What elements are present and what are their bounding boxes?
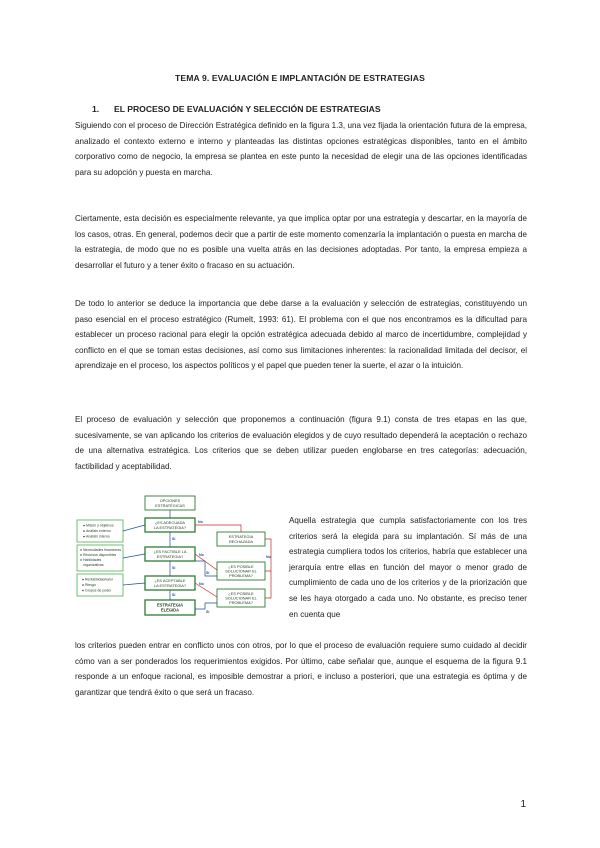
svg-text:LA ESTRATEGIA?: LA ESTRATEGIA?: [153, 583, 187, 588]
svg-text:PROBLEMA?: PROBLEMA?: [229, 600, 253, 605]
svg-text:PROBLEMA?: PROBLEMA?: [229, 573, 253, 578]
list2-item-4: organizativas: [83, 563, 104, 567]
list1-item-3: Análisis interno: [86, 534, 110, 539]
svg-text:¿ES FACTIBLE LA: ¿ES FACTIBLE LA: [153, 549, 187, 554]
section-number: 1.: [92, 104, 100, 114]
svg-text:SOLUCIONAR EL: SOLUCIONAR EL: [225, 595, 257, 601]
paragraph-6: los criterios pueden entrar en conflicto unos con otros, por lo que el proceso de evaluación requiere sumo cuidado al decidir cómo van a ser ponderados los requerimientos exigidos. Por último, cabe señalar que, aunque el esquema de la figura 9.1 responde a un enfoque racional, es imposible demostrar a priori, e incluso a posteriori, que una estrategia es óptima y de garantizar que tendrá éxito o que será un fracaso.: [75, 641, 527, 697]
label-no-4: No: [266, 555, 271, 559]
svg-text:ESTRATEGIA?: ESTRATEGIA?: [156, 554, 184, 559]
svg-text:¿ES ACEPTABLE: ¿ES ACEPTABLE: [154, 578, 186, 583]
label-si-3: Sí: [172, 593, 176, 597]
label-si-1: Sí: [172, 537, 176, 541]
label-si-5: Sí: [206, 610, 210, 614]
svg-text:¿ES POSIBLE: ¿ES POSIBLE: [228, 591, 254, 596]
svg-text:¿ES ADECUADA: ¿ES ADECUADA: [154, 520, 186, 525]
svg-text:ESTRATEGIA: ESTRATEGIA: [156, 602, 184, 608]
paragraph-1: Siguiendo con el proceso de Dirección Estratégica definido en la figura 1.3, una vez fijada la orientación futura de la empresa, analizado el contexto externo e interno y planteadas las distintas opciones estratégicas disponibles, tanto en el ámbito corporativo como de negocio, la empresa se plantea en este punto la necesidad de elegir una de las opciones identificadas para su adopción y puesta en marcha.: [75, 121, 527, 177]
paragraph-4: El proceso de evaluación y selección que proponemos a continuación (figura 9.1) consta de tres etapas en las que, sucesivamente, se van aplicando los criterios de evaluación elegidos y de cuyo resultado dependerá la aceptación o rechazo de una alternativa estratégica. Los criterios que se deben utilizar pueden englobarse en tres categorías: adecuación, factibilidad y aceptabilidad.: [75, 415, 527, 471]
list1-item-2: Análisis externo: [86, 529, 111, 533]
svg-text:ESTRATÉGICAS: ESTRATÉGICAS: [155, 503, 185, 508]
figure-9-1-evaluation-diagram: [75, 494, 275, 624]
list2-item-2: Recursos disponibles: [83, 553, 117, 557]
svg-text:¿ES POSIBLE: ¿ES POSIBLE: [228, 564, 254, 569]
page-number: 1: [520, 799, 526, 810]
label-si-4: Sí: [206, 571, 210, 575]
list2-item-3: Habilidades: [83, 558, 102, 562]
list3-item-1: Rentabilidad/valor: [85, 577, 114, 582]
list3-item-2: Riesgo: [85, 583, 96, 587]
label-no-2: No: [199, 553, 204, 557]
svg-text:ELEGIDA: ELEGIDA: [160, 607, 180, 613]
paragraph-2: Ciertamente, esta decisión es especialmente relevante, ya que implica optar por una estrategia y descartar, en la mayoría de los casos, otras. En general, podemos decir que a partir de este momento comenzaría la implantación o puesta en marcha de la estrategia, de modo que no es posible una vuelta atrás en las decisiones adoptadas. Por tanto, la empresa empieza a desarrollar el futuro y a tener éxito o fracaso en su actuación.: [75, 214, 527, 270]
section-title: EL PROCESO DE EVALUACIÓN Y SELECCIÓN DE ESTRATEGIAS: [114, 104, 381, 114]
svg-text:RECHAZADA: RECHAZADA: [229, 539, 253, 544]
evaluation-flowchart: [75, 494, 275, 624]
section-heading: [92, 104, 381, 114]
paragraph-3: De todo lo anterior se deduce la importancia que debe darse a la evaluación y selección de estrategias, constituyendo un paso esencial en el proceso estratégico (Rumelt, 1993: 61). El problema con el que nos encontramos es la dificultad para establecer un proceso racional para elegir la opción estratégica adecuada debido al marco de incertidumbre, complejidad y conflicto en el que se toman estas decisiones, así como sus limitaciones inherentes: la racionalidad limitada del decisor, el aprendizaje en el proceso, los aspectos políticos y el papel que pueden tener la suerte, el azar o la intuición.: [75, 299, 527, 371]
label-no-1: No: [198, 520, 203, 524]
svg-text:LA ESTRATEGIA?: LA ESTRATEGIA?: [153, 525, 187, 530]
label-no-3: No: [199, 582, 204, 586]
svg-text:SOLUCIONAR EL: SOLUCIONAR EL: [225, 568, 257, 574]
list3-item-3: Grupos de poder: [85, 588, 112, 593]
list1-item-1: Misión y objetivos: [86, 523, 114, 528]
svg-text:OPCIONES: OPCIONES: [159, 498, 181, 503]
paragraph-5: Aquella estrategia que cumpla satisfactoriamente con los tres criterios será la elegida para su implantación. Sí más de una estrategia cumpliera todos los criterios, habría que establecer una jerarquía entre ellas en función del mayor o menor grado de cumplimiento de cada uno de los criterios y de la priorización que se les haya otorgado a cada uno. No obstante, es preciso tener en cuenta que: [289, 516, 527, 619]
svg-text:ESTRATEGIA: ESTRATEGIA: [228, 534, 254, 539]
list2-item-1: Necesidades financieras: [83, 548, 122, 552]
document-title: TEMA 9. EVALUACIÓN E IMPLANTACIÓN DE ESTRATEGIAS: [175, 73, 425, 83]
label-si-2: Sí: [172, 566, 176, 570]
